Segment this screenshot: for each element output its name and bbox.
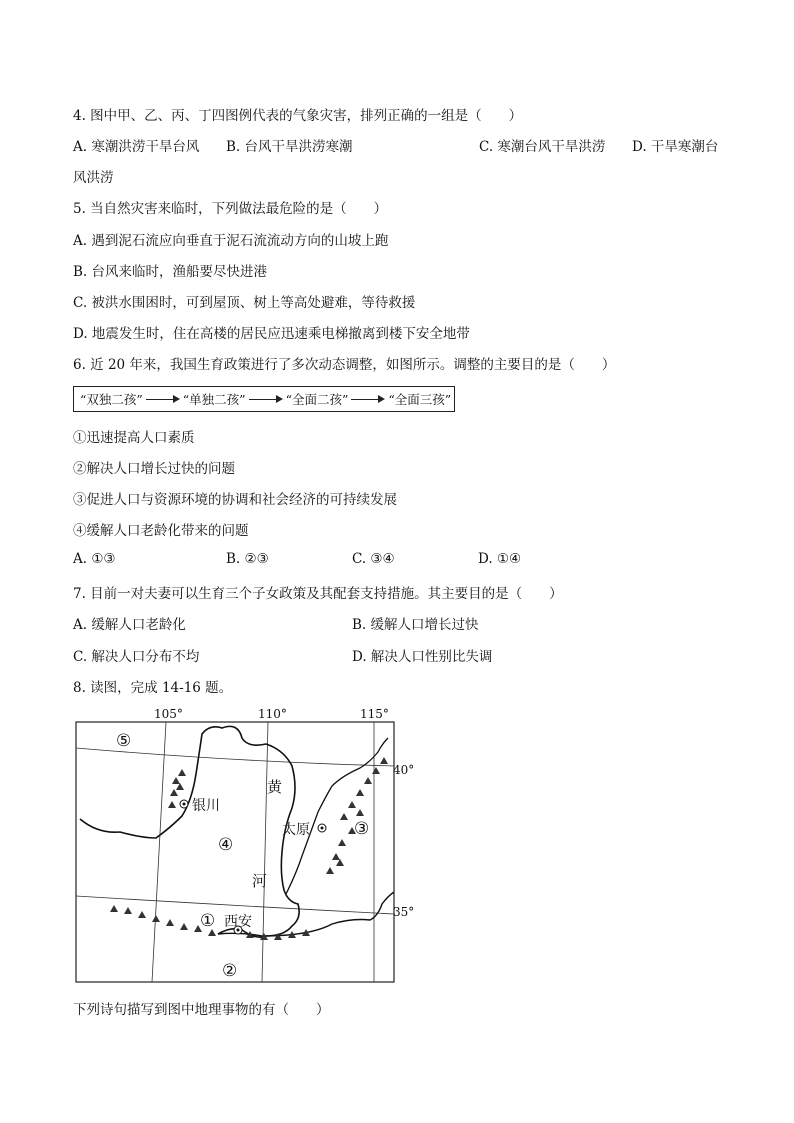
q4-option-d-wrap: 风洪涝 (73, 170, 114, 186)
q6-statement-2: ②解决人口增长过快的问题 (73, 461, 235, 477)
q7-option-d: D. 解决人口性别比失调 (352, 649, 493, 665)
lon-label-110: 110° (258, 707, 287, 721)
mountain-taihang-icon (326, 757, 388, 874)
yellow-river (80, 726, 299, 937)
city-yinchuan-label: 银川 (192, 798, 220, 814)
q4-option-a: A. 寒潮洪涝干旱台风 (73, 139, 200, 155)
q8-followup: 下列诗句描写到图中地理事物的有（ ） (73, 1002, 330, 1018)
q5-option-b: B. 台风来临时，渔船要尽快进港 (73, 264, 268, 280)
policy-step-2: “单独二孩” (182, 392, 246, 407)
q7-stem: 7. 目前一对夫妻可以生育三个子女政策及其配套支持措施。其主要目的是（ ） (73, 586, 563, 602)
city-taiyuan-label: 太原 (282, 822, 310, 838)
q4-option-c: C. 寒潮台风干旱洪涝 (479, 139, 606, 155)
region-map (70, 704, 415, 988)
arrow-right-icon (351, 394, 385, 404)
q6-stem: 6. 近 20 年来，我国生育政策进行了多次动态调整，如图所示。调整的主要目的是（ ） (73, 357, 616, 373)
region-mark-5: ⑤ (116, 731, 132, 751)
arrow-right-icon (249, 394, 283, 404)
q5-stem: 5. 当自然灾害来临时，下列做法最危险的是（ ） (73, 201, 388, 217)
policy-step-4: “全面三孩” (388, 392, 452, 407)
map-frame (76, 722, 394, 982)
river-char-huang: 黄 (267, 778, 283, 796)
q6-statement-4: ④缓解人口老龄化带来的问题 (73, 523, 249, 539)
lat-label-35: 35° (393, 905, 415, 919)
q6-statement-1: ①迅速提高人口素质 (73, 430, 195, 446)
fen-river (286, 738, 388, 894)
q6-option-d: D. ①④ (478, 551, 522, 567)
arrow-right-icon (146, 394, 180, 404)
policy-step-1: “双独二孩” (80, 392, 143, 407)
region-mark-4: ④ (218, 835, 234, 855)
q7-option-b: B. 缓解人口增长过快 (352, 617, 479, 633)
policy-flow-box (73, 386, 455, 412)
q4-stem: 4. 图中甲、乙、丙、丁四图例代表的气象灾害，排列正确的一组是（ ） (73, 108, 523, 124)
q8-stem: 8. 读图，完成 14-16 题。 (73, 680, 233, 696)
q6-option-c: C. ③④ (352, 551, 395, 567)
q6-statement-3: ③促进人口与资源环境的协调和社会经济的可持续发展 (73, 492, 397, 508)
q6-option-b: B. ②③ (226, 551, 269, 567)
q5-option-a: A. 遇到泥石流应向垂直于泥石流流动方向的山坡上跑 (73, 233, 389, 249)
meridian-105 (152, 722, 166, 982)
river-char-he: 河 (252, 872, 268, 890)
lon-label-115: 115° (360, 707, 389, 721)
q4-option-d: D. 干旱寒潮台 (632, 139, 719, 155)
parallel-35 (76, 896, 394, 914)
city-xian-label: 西安 (224, 914, 252, 930)
q5-option-c: C. 被洪水围困时，可到屋顶、树上等高处避难，等待救援 (73, 295, 416, 311)
lat-label-40: 40° (393, 763, 415, 777)
q6-option-a: A. ①③ (73, 551, 116, 567)
q4-option-b: B. 台风干旱洪涝寒潮 (226, 139, 353, 155)
q5-option-d: D. 地震发生时，住在高楼的居民应迅速乘电梯撤离到楼下安全地带 (73, 326, 470, 342)
lon-label-105: 105° (154, 707, 183, 721)
region-mark-2: ② (222, 961, 238, 981)
q7-option-c: C. 解决人口分布不均 (73, 649, 200, 665)
policy-step-3: “全面二孩” (285, 392, 349, 407)
city-yinchuan-marker (180, 800, 188, 808)
q7-option-a: A. 缓解人口老龄化 (73, 617, 186, 633)
region-mark-1: ① (200, 911, 216, 931)
region-mark-3: ③ (354, 819, 370, 839)
city-taiyuan-marker (318, 824, 326, 832)
